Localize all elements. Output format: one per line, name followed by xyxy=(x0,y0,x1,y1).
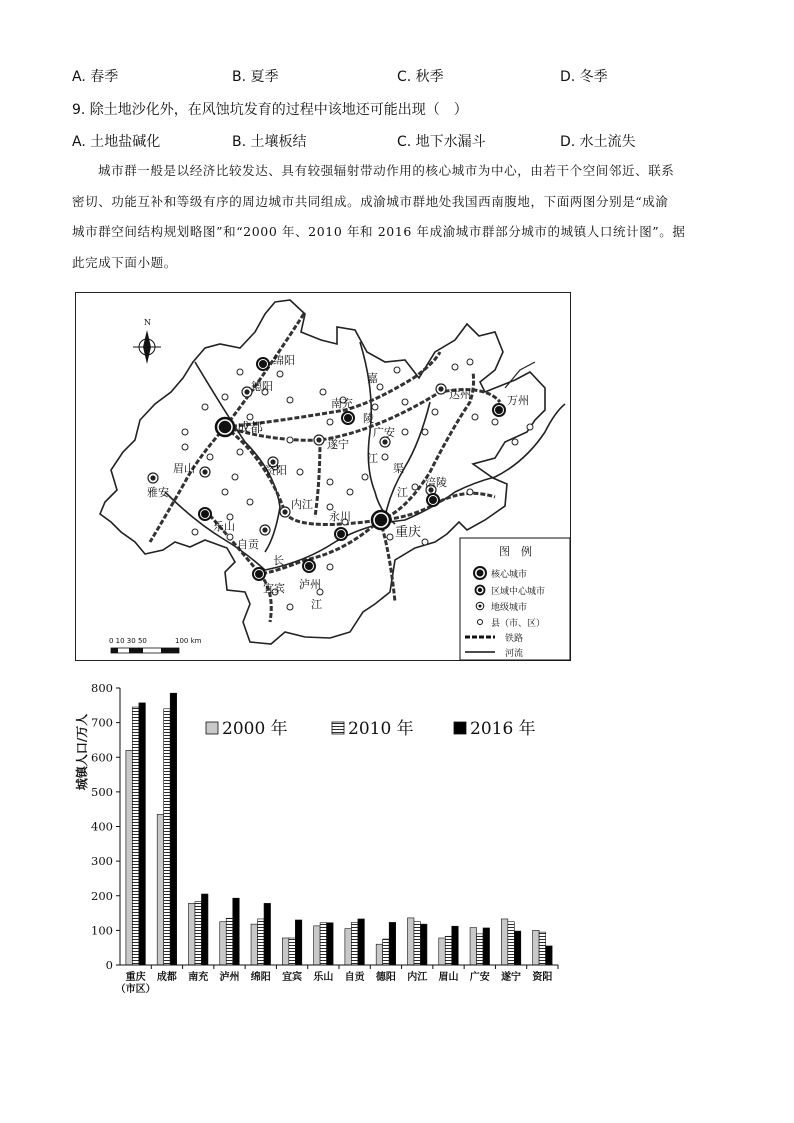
y-tick-label: 200 xyxy=(91,888,113,903)
bar-2016 xyxy=(420,924,427,965)
x-tick-label: 绵阳 xyxy=(250,972,271,983)
label-nanchong: 南充 xyxy=(331,397,353,410)
legend-swatch xyxy=(332,722,344,734)
label-river-qu: 渠 xyxy=(393,462,404,475)
x-tick-label: 德阳 xyxy=(375,972,396,983)
bar-2000 xyxy=(407,918,414,965)
bar-2016 xyxy=(170,693,177,965)
legend-title: 图 例 xyxy=(499,545,532,558)
label-river-yangtze-jiang: 江 xyxy=(397,486,408,499)
bar-2000 xyxy=(251,924,257,965)
city-mark-suining xyxy=(314,435,324,445)
legend-river-label: 河流 xyxy=(505,649,524,659)
label-zigong: 自贡 xyxy=(237,538,259,551)
bar-2000 xyxy=(282,938,289,965)
y-tick-label: 500 xyxy=(91,784,113,799)
x-tick-label: 遂宁 xyxy=(501,972,522,983)
q8-option-b: B. 夏季 xyxy=(232,69,279,85)
y-tick-label: 0 xyxy=(105,958,113,972)
scale-end: 100 km xyxy=(175,637,202,645)
bar-2010 xyxy=(289,938,296,965)
city-mark-leshan xyxy=(199,508,211,520)
passage-line: 城市群一般是以经济比较发达、具有较强辐射带动作用的核心城市为中心，由若干个空间邻近、联系 xyxy=(98,163,675,178)
bar-2000 xyxy=(345,929,352,965)
q8-option-c: C. 秋季 xyxy=(397,69,444,85)
passage-line: 此完成下面小题。 xyxy=(72,254,177,270)
x-tick-label: 内江 xyxy=(407,972,428,983)
label-yibin: 宜宾 xyxy=(263,582,285,595)
urban-population-chart xyxy=(70,680,570,1000)
city-mark-nanchong xyxy=(342,412,354,424)
passage-line: 城市群空间结构规划略图”和“2000 年、2010 年和 2016 年成渝城市群部分城市的城镇人口统计图”。据 xyxy=(72,224,686,239)
passage-line: 密切、功能互补和等级有序的周边城市共同组成。成渝城市群地处我国西南腹地，下面两图分别是“成渝 xyxy=(72,193,669,209)
bar-2000 xyxy=(126,750,133,965)
label-dazhou: 达州 xyxy=(449,388,471,401)
legend-core-label: 核心城市 xyxy=(491,570,528,580)
q9-option-a: A. 土地盐碱化 xyxy=(72,134,161,150)
x-tick-label: （市区） xyxy=(115,984,156,995)
city-mark-dazhou xyxy=(436,384,446,394)
label-river-ling: 陵 xyxy=(363,412,374,425)
city-mark-neijiang xyxy=(280,507,290,517)
bar-2016 xyxy=(483,928,490,965)
city-mark-yaan xyxy=(148,473,158,483)
x-tick-label: 广安 xyxy=(469,972,490,983)
label-leshan: 乐山 xyxy=(213,520,235,533)
city-mark-mianyang xyxy=(257,358,269,370)
q8-option-a: A. 春季 xyxy=(72,69,119,85)
label-suining: 遂宁 xyxy=(327,438,349,451)
y-tick-label: 700 xyxy=(91,715,113,730)
label-river-jia: 嘉 xyxy=(367,372,378,385)
bar-2000 xyxy=(501,919,508,965)
label-ziyang: 资阳 xyxy=(265,464,287,477)
x-tick-label: 南充 xyxy=(188,972,209,983)
bar-2010 xyxy=(445,936,452,965)
label-chengdu: 成都 xyxy=(237,421,264,436)
bar-2016 xyxy=(139,703,146,965)
x-tick-label: 成都 xyxy=(156,972,177,983)
city-mark-yongchuan xyxy=(335,528,347,540)
bar-2010 xyxy=(320,923,327,965)
map-legend xyxy=(460,538,570,660)
q9-stem: 9. 除土地沙化外，在风蚀坑发育的过程中该地还可能出现（ ） xyxy=(72,102,468,118)
bar-2010 xyxy=(132,707,139,965)
y-axis-label: 城镇人口/万人 xyxy=(75,713,89,791)
label-guangan: 广安 xyxy=(373,426,395,439)
bar-2016 xyxy=(358,919,365,965)
bar-2000 xyxy=(157,814,164,965)
bar-2000 xyxy=(188,903,195,965)
legend-swatch xyxy=(454,722,466,734)
x-tick-label: 自贡 xyxy=(344,972,365,983)
bar-2000 xyxy=(376,944,383,965)
y-tick-label: 800 xyxy=(91,681,113,695)
x-tick-label: 泸州 xyxy=(219,972,240,983)
bar-2010 xyxy=(164,709,171,965)
city-mark-chongqing xyxy=(372,511,390,529)
legend-label: 2010 年 xyxy=(348,719,414,739)
bar-2016 xyxy=(389,922,396,965)
bar-2016 xyxy=(514,931,521,965)
bar-2016 xyxy=(295,920,302,965)
bar-2010 xyxy=(195,902,202,965)
y-tick-label: 300 xyxy=(91,854,113,869)
north-label: N xyxy=(144,318,151,327)
city-mark-zigong xyxy=(260,525,270,535)
bar-2010 xyxy=(226,918,233,965)
bar-2016 xyxy=(452,926,459,965)
label-river-chang-jiang: 江 xyxy=(311,598,322,611)
legend-prefecture-label: 地级城市 xyxy=(491,603,528,613)
y-tick-label: 600 xyxy=(91,750,113,765)
passage xyxy=(72,156,722,278)
bar-2000 xyxy=(220,922,227,965)
y-axis xyxy=(91,681,120,972)
legend-railway-label: 铁路 xyxy=(505,634,524,644)
label-chongqing: 重庆 xyxy=(395,525,422,540)
legend-label: 2016 年 xyxy=(470,719,536,739)
q8-option-d: D. 冬季 xyxy=(560,69,608,85)
bar-2000 xyxy=(314,926,321,965)
label-deyang: 德阳 xyxy=(251,380,273,393)
x-axis xyxy=(116,965,558,995)
legend-swatch xyxy=(206,722,218,734)
bar-2010 xyxy=(508,922,514,965)
q9-option-b: B. 土壤板结 xyxy=(232,134,307,150)
x-tick-label: 资阳 xyxy=(532,972,553,983)
bar-2010 xyxy=(539,932,546,965)
x-tick-label: 重庆 xyxy=(125,972,146,983)
bar-2010 xyxy=(383,939,390,965)
label-river-chang: 长 xyxy=(273,554,284,567)
legend-label: 2000 年 xyxy=(222,719,288,739)
label-yongchuan: 永川 xyxy=(329,510,351,523)
city-mark-meishan xyxy=(200,467,210,477)
city-mark-wanzhou xyxy=(493,404,505,416)
bar-2000 xyxy=(470,928,477,965)
label-fuling: 涪陵 xyxy=(425,476,447,489)
x-tick-label: 乐山 xyxy=(313,972,334,983)
q9-option-d: D. 水土流失 xyxy=(560,134,636,150)
legend-county-label: 县（市、区） xyxy=(491,619,546,629)
bar-2000 xyxy=(439,938,446,965)
bar-2016 xyxy=(546,946,553,965)
bar-2016 xyxy=(201,894,208,965)
label-luzhou: 泸州 xyxy=(299,578,321,591)
label-meishan: 眉山 xyxy=(173,462,195,475)
label-neijiang: 内江 xyxy=(291,498,313,511)
bar-2010 xyxy=(477,934,484,965)
city-mark-chengdu xyxy=(216,418,234,436)
city-mark-yibin xyxy=(253,568,265,580)
bar-2010 xyxy=(258,919,265,965)
legend-regional-label: 区域中心城市 xyxy=(491,587,546,597)
bar-2016 xyxy=(264,903,271,965)
scale-ticks: 0 10 30 50 xyxy=(109,637,147,645)
label-river-jiang: 江 xyxy=(367,452,378,465)
q9-option-c: C. 地下水漏斗 xyxy=(397,134,486,150)
city-mark-luzhou xyxy=(303,560,315,572)
bar-2016 xyxy=(233,898,240,965)
label-yaan: 雅安 xyxy=(147,486,169,499)
chart-legend xyxy=(206,718,536,739)
bar-2016 xyxy=(327,923,334,965)
label-mianyang: 绵阳 xyxy=(273,354,295,367)
bar-2010 xyxy=(351,922,358,965)
city-mark-fuling-center xyxy=(427,494,439,506)
bar-2000 xyxy=(533,930,540,965)
bar-2010 xyxy=(414,922,421,965)
label-wanzhou: 万州 xyxy=(507,394,529,407)
y-tick-label: 100 xyxy=(91,923,113,938)
chengyu-urban-cluster-map xyxy=(75,292,571,661)
x-tick-label: 眉山 xyxy=(438,972,459,983)
y-tick-label: 400 xyxy=(91,819,113,834)
x-tick-label: 宜宾 xyxy=(282,972,303,983)
